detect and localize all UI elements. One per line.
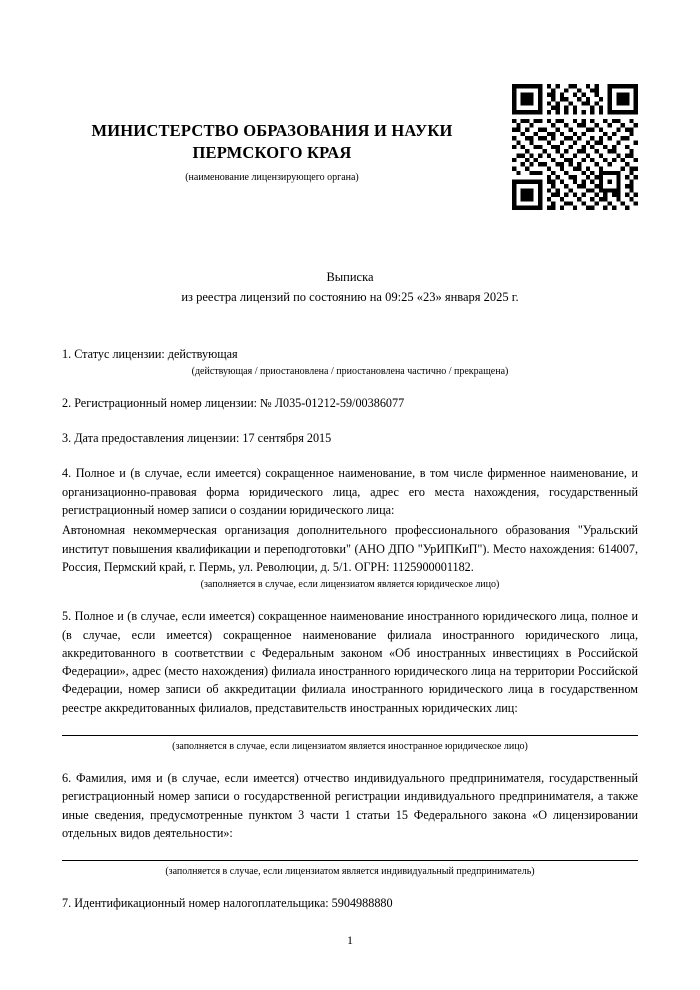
item-1-status: 1. Статус лицензии: действующая bbox=[62, 346, 238, 361]
page-number: 1 bbox=[347, 933, 353, 947]
item-2-registration-number: 2. Регистрационный номер лицензии: № Л035-01212-59/00386077 bbox=[62, 395, 405, 410]
item-6-entrepreneur-label: 6. Фамилия, имя и (в случае, если имеется) отчество индивидуального предпринимателя, государственный регистрационный номер записи о государственной регистрации индивидуального предпринимателя, а также иные сведения, предусмотренные пунктом 3 части 1 статьи 15 Федерального закона «О лицензировании отдельных видов деятельности»: bbox=[62, 770, 638, 840]
item-1-caption: (действующая / приостановлена / приостановлена частично / прекращена) bbox=[191, 365, 509, 377]
extract-subtitle: из реестра лицензий по состоянию на 09:25 «23» января 2025 г. bbox=[181, 289, 519, 304]
item-4-legal-entity-value: Автономная некоммерческая организация дополнительного профессионального образования "Уральский институт повышения квалификации и переподготовки" (АНО ДПО "УрИПКиП"). Место нахождения: 614007, Россия, Пермский край, г. Пермь, ул. Революции, д. 5/1. ОГРН: 1125900001182. bbox=[62, 523, 638, 574]
item-4-caption: (заполняется в случае, если лицензиатом является юридическое лицо) bbox=[200, 579, 500, 591]
qr-code-icon bbox=[512, 84, 638, 210]
licensing-organ-caption: (наименование лицензирующего органа) bbox=[185, 171, 359, 183]
item-7-taxpayer-number: 7. Идентификационный номер налогоплательщика: 5904988880 bbox=[62, 896, 393, 911]
ministry-title-line2: ПЕРМСКОГО КРАЯ bbox=[192, 143, 352, 163]
item-6-fill-line bbox=[62, 860, 638, 861]
document-header bbox=[62, 0, 482, 183]
extract-heading bbox=[62, 267, 638, 307]
item-3-issue-date: 3. Дата предоставления лицензии: 17 сентября 2015 bbox=[62, 431, 332, 446]
item-5-caption: (заполняется в случае, если лицензиатом является иностранное юридическое лицо) bbox=[172, 740, 528, 752]
item-5-fill-line bbox=[62, 735, 638, 736]
item-6-caption: (заполняется в случае, если лицензиатом является индивидуальный предприниматель) bbox=[165, 866, 535, 878]
item-5-foreign-entity-label: 5. Полное и (в случае, если имеется) сокращенное наименование иностранного юридического лица, полное и (в случае, если имеется) сокращенное наименование филиала иностранного юридического лица, аккредитованного в соответствии с Федеральным законом «Об иностранных инвестициях в Российской Федерации», адрес (место нахождения) филиала иностранного юридического лица на территории Российской Федерации, номер записи об аккредитации филиала иностранного юридического лица в государственном реестре аккредитованных филиалов, представительств иностранных юридических лиц: bbox=[62, 609, 638, 715]
ministry-title-line1: МИНИСТЕРСТВО ОБРАЗОВАНИЯ И НАУКИ bbox=[91, 121, 453, 140]
extract-title: Выписка bbox=[326, 269, 374, 284]
item-4-legal-entity-label: 4. Полное и (в случае, если имеется) сокращенное наименование, в том числе фирменное наименование, и организационно-правовая форма юридического лица, адрес его места нахождения, государственный регистрационный номер записи о создании юридического лица: bbox=[62, 466, 638, 518]
